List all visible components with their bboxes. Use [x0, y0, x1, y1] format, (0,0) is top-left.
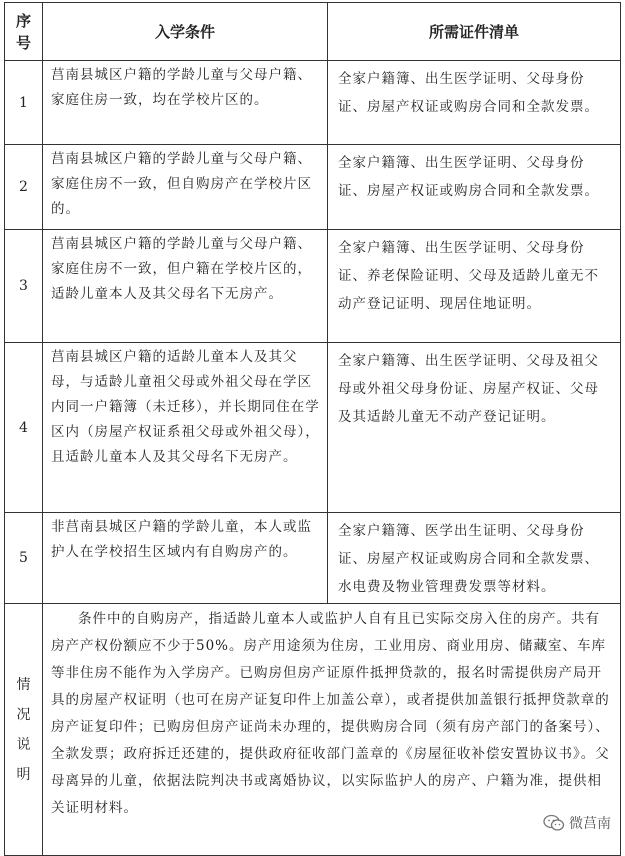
row-documents: 全家户籍簿、出生医学证明、父母身份证、养老保险证明、父母及适龄儿童无不动产登记证明、现居住地证明。: [328, 230, 621, 343]
header-serial: 序 号: [5, 3, 43, 61]
wechat-icon: [543, 814, 565, 832]
row-condition: 莒南县城区户籍的适龄儿童本人及其父母，与适龄儿童祖父母或外祖父母在学区内同一户籍簿（未迁移），并长期同住在学区内（房屋产权证系祖父母或外祖父母），且适龄儿童本人及其父母名下无房产。: [43, 343, 328, 513]
notes-label: 情 况 说 明: [5, 604, 43, 856]
row-number: 4: [5, 343, 43, 513]
table-row: [5, 513, 621, 604]
row-number: 2: [5, 145, 43, 230]
table-row: [5, 145, 621, 230]
admission-table: [4, 2, 621, 856]
row-number: 1: [5, 61, 43, 145]
row-condition: 莒南县城区户籍的学龄儿童与父母户籍、家庭住房不一致，但自购房产在学校片区的。: [43, 145, 328, 230]
row-documents: 全家户籍簿、出生医学证明、父母身份证、房屋产权证或购房合同和全款发票。: [328, 61, 621, 145]
row-documents: 全家户籍簿、医学出生证明、父母身份证、房屋产权证或购房合同和全款发票、水电费及物业管理费发票等材料。: [328, 513, 621, 604]
header-row: [5, 3, 621, 61]
row-condition: 非莒南县城区户籍的学龄儿童，本人或监护人在学校招生区域内有自购房产的。: [43, 513, 328, 604]
notes-row: [5, 604, 621, 856]
table-row: [5, 230, 621, 343]
row-documents: 全家户籍簿、出生医学证明、父母身份证、房屋产权证或购房合同和全款发票。: [328, 145, 621, 230]
header-documents: 所需证件清单: [328, 3, 621, 61]
row-number: 5: [5, 513, 43, 604]
table-row: [5, 343, 621, 513]
watermark: [543, 813, 611, 833]
notes-text: 条件中的自购房产，指适龄儿童本人或监护人自有且已实际交房入住的房产。共有房产产权份额应不少于50%。房产用途须为住房，工业用房、商业用房、储藏室、车库等非住房不能作为入学房产。已购房但房产证原件抵押贷款的，报名时需提供房产局开具的房屋产权证明（也可在房产证复印件上加盖公章），或者提供加盖银行抵押贷款章的房产证复印件；已购房但房产证尚未办理的，提供购房合同（须有房产部门的备案号）、全款发票；政府拆迁还建的，提供政府征收部门盖章的《房屋征收补偿安置协议书》。父母离异的儿童，依据法院判决书或离婚协议，以实际监护人的房产、户籍为准，提供相关证明材料。: [43, 604, 621, 856]
row-condition: 莒南县城区户籍的学龄儿童与父母户籍、家庭住房一致，均在学校片区的。: [43, 61, 328, 145]
row-condition: 莒南县城区户籍的学龄儿童与父母户籍、家庭住房不一致，但户籍在学校片区的，适龄儿童本人及其父母名下无房产。: [43, 230, 328, 343]
table-row: [5, 61, 621, 145]
watermark-text: 微莒南: [569, 816, 611, 832]
row-documents: 全家户籍簿、出生医学证明、父母及祖父母或外祖父母身份证、房屋产权证、父母及其适龄儿童无不动产登记证明。: [328, 343, 621, 513]
header-condition: 入学条件: [43, 3, 328, 61]
row-number: 3: [5, 230, 43, 343]
